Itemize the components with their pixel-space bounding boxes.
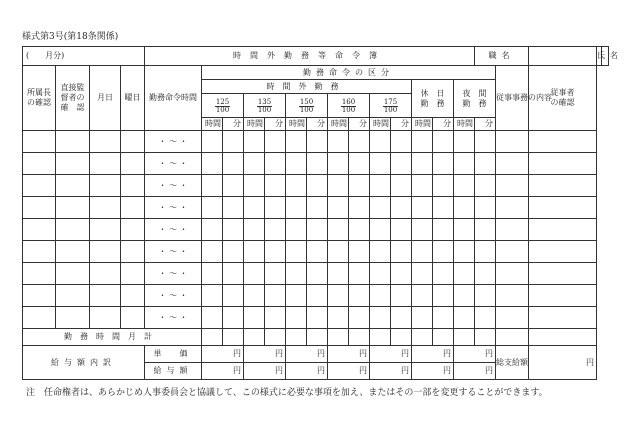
table-row: [23, 219, 609, 241]
minutes-cell[interactable]: [391, 175, 412, 197]
hours-cell[interactable]: [454, 285, 475, 307]
table-row: [23, 153, 609, 175]
weekday-cell[interactable]: [121, 285, 145, 307]
minutes-cell[interactable]: [307, 241, 328, 263]
minutes-cell[interactable]: [223, 153, 244, 175]
hours-cell[interactable]: [370, 285, 391, 307]
hours-cell[interactable]: [286, 263, 307, 285]
unit-price-yen[interactable]: 円: [454, 346, 496, 363]
supervisor-confirm-cell[interactable]: [23, 263, 56, 285]
minutes-cell[interactable]: [391, 219, 412, 241]
direct-supervisor-cell[interactable]: [56, 307, 90, 329]
minutes-cell[interactable]: [391, 307, 412, 329]
hours-cell[interactable]: [454, 263, 475, 285]
weekday-cell[interactable]: [121, 307, 145, 329]
total-hours-cell[interactable]: [412, 329, 433, 346]
minutes-cell[interactable]: [223, 197, 244, 219]
supervisor-confirm-header: 所属長 の確認: [23, 66, 56, 131]
minutes-cell[interactable]: [475, 197, 496, 219]
duty-content-header: 従事事務の内容: [496, 66, 529, 131]
total-minutes-cell[interactable]: [307, 329, 328, 346]
order-time-cell[interactable]: ・ 〜 ・: [145, 241, 202, 263]
minutes-cell[interactable]: [265, 153, 286, 175]
hours-cell[interactable]: [412, 219, 433, 241]
hours-cell[interactable]: [328, 197, 349, 219]
duty-content-cell[interactable]: [496, 241, 529, 263]
hours-cell[interactable]: [370, 197, 391, 219]
weekday-header: 曜日: [121, 66, 145, 131]
supervisor-confirm-cell[interactable]: [23, 153, 56, 175]
month-day-cell[interactable]: [90, 219, 121, 241]
minutes-cell[interactable]: [349, 285, 370, 307]
hours-cell[interactable]: [370, 307, 391, 329]
table-row: [23, 307, 609, 329]
hours-cell[interactable]: [412, 197, 433, 219]
total-minutes-cell[interactable]: [475, 329, 496, 346]
order-time-cell[interactable]: ・ 〜 ・: [145, 307, 202, 329]
minutes-cell[interactable]: [307, 285, 328, 307]
total-minutes-cell[interactable]: [223, 329, 244, 346]
month-day-cell[interactable]: [90, 241, 121, 263]
hour-label: 時間: [370, 118, 391, 131]
pay-amount-label: 給与額: [145, 363, 202, 380]
order-time-cell[interactable]: ・ 〜 ・: [145, 153, 202, 175]
minutes-cell[interactable]: [433, 219, 454, 241]
minutes-cell[interactable]: [391, 153, 412, 175]
minutes-cell[interactable]: [265, 175, 286, 197]
total-minutes-cell[interactable]: [265, 329, 286, 346]
hours-cell[interactable]: [328, 263, 349, 285]
order-time-cell[interactable]: ・ 〜 ・: [145, 175, 202, 197]
hours-cell[interactable]: [370, 131, 391, 153]
unit-price-yen[interactable]: 円: [328, 346, 370, 363]
direct-supervisor-cell[interactable]: [56, 175, 90, 197]
weekday-cell[interactable]: [121, 131, 145, 153]
rate-125: $\frac{125}{100}$: [202, 94, 244, 118]
pay-amount-yen[interactable]: 円: [286, 363, 328, 380]
table-row: [23, 285, 609, 307]
table-row: [23, 175, 609, 197]
supervisor-confirm-cell[interactable]: [23, 219, 56, 241]
weekday-cell[interactable]: [121, 175, 145, 197]
direct-supervisor-cell[interactable]: [56, 285, 90, 307]
minutes-cell[interactable]: [349, 131, 370, 153]
hours-cell[interactable]: [286, 241, 307, 263]
total-hours-cell[interactable]: [454, 329, 475, 346]
direct-supervisor-cell[interactable]: [56, 263, 90, 285]
weekday-cell[interactable]: [121, 263, 145, 285]
header-row: [23, 47, 609, 66]
minutes-cell[interactable]: [475, 263, 496, 285]
minutes-cell[interactable]: [223, 263, 244, 285]
hours-cell[interactable]: [328, 241, 349, 263]
minutes-cell[interactable]: [265, 241, 286, 263]
unit-price-yen[interactable]: 円: [286, 346, 328, 363]
table-row: [23, 197, 609, 219]
minutes-cell[interactable]: [223, 175, 244, 197]
minute-label: 分: [265, 118, 286, 131]
hours-cell[interactable]: [244, 263, 265, 285]
minutes-cell[interactable]: [307, 197, 328, 219]
supervisor-confirm-cell[interactable]: [23, 285, 56, 307]
hours-cell[interactable]: [454, 131, 475, 153]
total-minutes-cell[interactable]: [391, 329, 412, 346]
pay-amount-yen[interactable]: 円: [328, 363, 370, 380]
worker-confirm-cell[interactable]: [529, 197, 597, 219]
total-minutes-cell[interactable]: [349, 329, 370, 346]
minute-label: 分: [307, 118, 328, 131]
hours-cell[interactable]: [328, 153, 349, 175]
supervisor-confirm-cell[interactable]: [23, 175, 56, 197]
minutes-cell[interactable]: [223, 219, 244, 241]
hours-cell[interactable]: [412, 241, 433, 263]
unit-price-label: 単 価: [145, 346, 202, 363]
unit-price-yen[interactable]: 円: [412, 346, 454, 363]
month-day-cell[interactable]: [90, 307, 121, 329]
minutes-cell[interactable]: [391, 197, 412, 219]
minutes-cell[interactable]: [433, 263, 454, 285]
footnote: 注 任命権者は、あらかじめ人事委員会と協議して、この様式に必要な事項を加え、またはその一部を変更することができます。: [26, 388, 548, 398]
minutes-cell[interactable]: [265, 219, 286, 241]
table-row: [23, 263, 609, 285]
hours-cell[interactable]: [244, 241, 265, 263]
hours-cell[interactable]: [454, 241, 475, 263]
worker-confirm-cell[interactable]: [529, 263, 597, 285]
minutes-cell[interactable]: [349, 307, 370, 329]
hours-cell[interactable]: [412, 263, 433, 285]
duty-content-cell[interactable]: [496, 285, 529, 307]
minutes-cell[interactable]: [475, 307, 496, 329]
post-label: 職名: [475, 47, 529, 66]
direct-supervisor-cell[interactable]: [56, 241, 90, 263]
worker-confirm-cell[interactable]: [529, 175, 597, 197]
hours-cell[interactable]: [244, 175, 265, 197]
weekday-cell[interactable]: [121, 219, 145, 241]
minutes-cell[interactable]: [349, 219, 370, 241]
minutes-cell[interactable]: [265, 285, 286, 307]
unit-price-yen[interactable]: 円: [370, 346, 412, 363]
minutes-cell[interactable]: [307, 153, 328, 175]
minutes-cell[interactable]: [265, 197, 286, 219]
hours-cell[interactable]: [286, 197, 307, 219]
total-hours-cell[interactable]: [328, 329, 349, 346]
worker-confirm-cell[interactable]: [529, 307, 597, 329]
hours-cell[interactable]: [454, 219, 475, 241]
hours-cell[interactable]: [286, 131, 307, 153]
overtime-order-register: [22, 46, 623, 380]
supervisor-confirm-cell[interactable]: [23, 307, 56, 329]
hours-cell[interactable]: [454, 307, 475, 329]
hour-label: 時間: [454, 118, 475, 131]
minute-label: 分: [349, 118, 370, 131]
hours-cell[interactable]: [454, 153, 475, 175]
month-day-cell[interactable]: [90, 153, 121, 175]
rate-150: $\frac{150}{100}$: [286, 94, 328, 118]
minutes-cell[interactable]: [433, 197, 454, 219]
order-time-cell[interactable]: ・ 〜 ・: [145, 197, 202, 219]
hours-cell[interactable]: [244, 219, 265, 241]
hours-cell[interactable]: [286, 307, 307, 329]
name-label: 氏名: [597, 47, 602, 66]
unit-price-yen[interactable]: 円: [202, 346, 244, 363]
hours-cell[interactable]: [370, 153, 391, 175]
pay-amount-yen[interactable]: 円: [370, 363, 412, 380]
classification-header: 勤務命令の区分: [202, 66, 496, 80]
hours-cell[interactable]: [328, 219, 349, 241]
duty-content-cell[interactable]: [496, 263, 529, 285]
total-minutes-cell[interactable]: [433, 329, 454, 346]
minutes-cell[interactable]: [433, 307, 454, 329]
hours-cell[interactable]: [244, 307, 265, 329]
total-hours-cell[interactable]: [286, 329, 307, 346]
total-hours-cell[interactable]: [202, 329, 223, 346]
minute-label: 分: [475, 118, 496, 131]
minutes-cell[interactable]: [433, 285, 454, 307]
supervisor-confirm-cell[interactable]: [23, 131, 56, 153]
month-day-cell[interactable]: [90, 197, 121, 219]
minutes-cell[interactable]: [391, 241, 412, 263]
total-hours-cell[interactable]: [370, 329, 391, 346]
month-label: ( 月分): [23, 47, 145, 66]
unit-price-yen[interactable]: 円: [244, 346, 286, 363]
hours-cell[interactable]: [412, 153, 433, 175]
hours-cell[interactable]: [370, 219, 391, 241]
minutes-cell[interactable]: [223, 285, 244, 307]
total-hours-cell[interactable]: [244, 329, 265, 346]
total-pay-value[interactable]: 円: [529, 346, 597, 380]
rate-135: $\frac{135}{100}$: [244, 94, 286, 118]
hours-cell[interactable]: [370, 175, 391, 197]
minutes-cell[interactable]: [433, 241, 454, 263]
hours-cell[interactable]: [202, 131, 223, 153]
worker-confirm-cell[interactable]: [529, 153, 597, 175]
hours-cell[interactable]: [202, 241, 223, 263]
minutes-cell[interactable]: [433, 153, 454, 175]
minutes-cell[interactable]: [475, 241, 496, 263]
hours-cell[interactable]: [244, 197, 265, 219]
minute-label: 分: [391, 118, 412, 131]
minutes-cell[interactable]: [391, 285, 412, 307]
hours-cell[interactable]: [286, 285, 307, 307]
month-day-cell[interactable]: [90, 263, 121, 285]
weekday-cell[interactable]: [121, 197, 145, 219]
worker-confirm-cell[interactable]: [529, 131, 597, 153]
worker-confirm-cell[interactable]: [529, 241, 597, 263]
order-time-cell[interactable]: ・ 〜 ・: [145, 219, 202, 241]
hours-cell[interactable]: [412, 307, 433, 329]
hours-cell[interactable]: [202, 197, 223, 219]
total-confirm-cell: [529, 329, 597, 346]
pay-amount-yen[interactable]: 円: [244, 363, 286, 380]
minutes-cell[interactable]: [307, 175, 328, 197]
order-time-cell[interactable]: ・ 〜 ・: [145, 263, 202, 285]
duty-content-cell[interactable]: [496, 197, 529, 219]
daily-rows: [23, 131, 609, 329]
hours-cell[interactable]: [328, 175, 349, 197]
minute-label: 分: [433, 118, 454, 131]
month-day-cell[interactable]: [90, 285, 121, 307]
weekday-cell[interactable]: [121, 241, 145, 263]
direct-supervisor-cell[interactable]: [56, 219, 90, 241]
column-header-row-1: [23, 66, 609, 80]
duty-content-cell[interactable]: [496, 131, 529, 153]
minutes-cell[interactable]: [349, 153, 370, 175]
hours-cell[interactable]: [244, 285, 265, 307]
month-day-header: 月日: [90, 66, 121, 131]
minutes-cell[interactable]: [475, 131, 496, 153]
hours-cell[interactable]: [244, 153, 265, 175]
worker-confirm-cell[interactable]: [529, 285, 597, 307]
hours-cell[interactable]: [370, 241, 391, 263]
duty-content-cell[interactable]: [496, 153, 529, 175]
minutes-cell[interactable]: [265, 263, 286, 285]
table-row: [23, 131, 609, 153]
minutes-cell[interactable]: [433, 131, 454, 153]
minutes-cell[interactable]: [349, 263, 370, 285]
hour-label: 時間: [244, 118, 265, 131]
pay-breakdown-label: 給与額内訳: [23, 346, 145, 380]
minutes-cell[interactable]: [223, 241, 244, 263]
direct-supervisor-header: 直接監 督者の 確 認: [56, 66, 90, 131]
holiday-work-header: 休 日 勤 務: [412, 80, 454, 118]
hours-cell[interactable]: [412, 131, 433, 153]
monthly-total-label: 勤務時間月計: [23, 329, 202, 346]
supervisor-confirm-cell[interactable]: [23, 241, 56, 263]
order-time-cell[interactable]: ・ 〜 ・: [145, 131, 202, 153]
night-work-header: 夜 間 勤 務: [454, 80, 496, 118]
minutes-cell[interactable]: [433, 175, 454, 197]
rate-160: $\frac{160}{100}$: [328, 94, 370, 118]
minutes-cell[interactable]: [391, 263, 412, 285]
minutes-cell[interactable]: [223, 307, 244, 329]
minutes-cell[interactable]: [475, 175, 496, 197]
month-day-cell[interactable]: [90, 175, 121, 197]
hour-label: 時間: [328, 118, 349, 131]
form-number: 様式第3号(第18条関係): [22, 32, 119, 42]
total-pay-label: 総支給額: [496, 346, 529, 380]
duty-content-cell[interactable]: [496, 175, 529, 197]
table-row: [23, 241, 609, 263]
minutes-cell[interactable]: [265, 307, 286, 329]
minutes-cell[interactable]: [475, 285, 496, 307]
hours-cell[interactable]: [370, 263, 391, 285]
order-time-header: 勤務命令時間: [145, 66, 202, 131]
duty-content-cell[interactable]: [496, 219, 529, 241]
month-day-cell[interactable]: [90, 131, 121, 153]
post-field[interactable]: [529, 47, 597, 66]
hours-cell[interactable]: [286, 175, 307, 197]
minutes-cell[interactable]: [349, 197, 370, 219]
hours-cell[interactable]: [328, 307, 349, 329]
minutes-cell[interactable]: [391, 131, 412, 153]
direct-supervisor-cell[interactable]: [56, 153, 90, 175]
hours-cell[interactable]: [244, 131, 265, 153]
hours-cell[interactable]: [454, 175, 475, 197]
minutes-cell[interactable]: [307, 131, 328, 153]
hours-cell[interactable]: [454, 197, 475, 219]
hours-cell[interactable]: [286, 219, 307, 241]
minutes-cell[interactable]: [307, 219, 328, 241]
hours-cell[interactable]: [328, 131, 349, 153]
weekday-cell[interactable]: [121, 153, 145, 175]
worker-confirm-header: 従事者 の確認: [529, 66, 597, 131]
hours-cell[interactable]: [412, 175, 433, 197]
minutes-cell[interactable]: [307, 263, 328, 285]
form-title: 時間外勤務等命令簿: [145, 47, 475, 66]
hour-label: 時間: [286, 118, 307, 131]
hour-label: 時間: [202, 118, 223, 131]
pay-amount-yen[interactable]: 円: [454, 363, 496, 380]
minutes-cell[interactable]: [349, 241, 370, 263]
overtime-header: 時間外勤務: [202, 80, 412, 94]
pay-amount-yen[interactable]: 円: [202, 363, 244, 380]
total-duty-cell: [496, 329, 529, 346]
monthly-total-row: [23, 329, 609, 346]
minute-label: 分: [223, 118, 244, 131]
hours-cell[interactable]: [412, 285, 433, 307]
worker-confirm-cell[interactable]: [529, 219, 597, 241]
hours-cell[interactable]: [328, 285, 349, 307]
minutes-cell[interactable]: [349, 175, 370, 197]
hours-cell[interactable]: [202, 153, 223, 175]
unit-price-row: [23, 346, 609, 363]
supervisor-confirm-cell[interactable]: [23, 197, 56, 219]
duty-content-cell[interactable]: [496, 307, 529, 329]
minutes-cell[interactable]: [475, 153, 496, 175]
pay-amount-yen[interactable]: 円: [412, 363, 454, 380]
minutes-cell[interactable]: [475, 219, 496, 241]
hours-cell[interactable]: [202, 285, 223, 307]
minutes-cell[interactable]: [307, 307, 328, 329]
minutes-cell[interactable]: [265, 131, 286, 153]
direct-supervisor-cell[interactable]: [56, 131, 90, 153]
hours-cell[interactable]: [202, 263, 223, 285]
hours-cell[interactable]: [286, 153, 307, 175]
rate-175: $\frac{175}{100}$: [370, 94, 412, 118]
hours-cell[interactable]: [202, 307, 223, 329]
hours-cell[interactable]: [202, 175, 223, 197]
hour-label: 時間: [412, 118, 433, 131]
direct-supervisor-cell[interactable]: [56, 197, 90, 219]
hours-cell[interactable]: [202, 219, 223, 241]
order-time-cell[interactable]: ・ 〜 ・: [145, 285, 202, 307]
minutes-cell[interactable]: [223, 131, 244, 153]
